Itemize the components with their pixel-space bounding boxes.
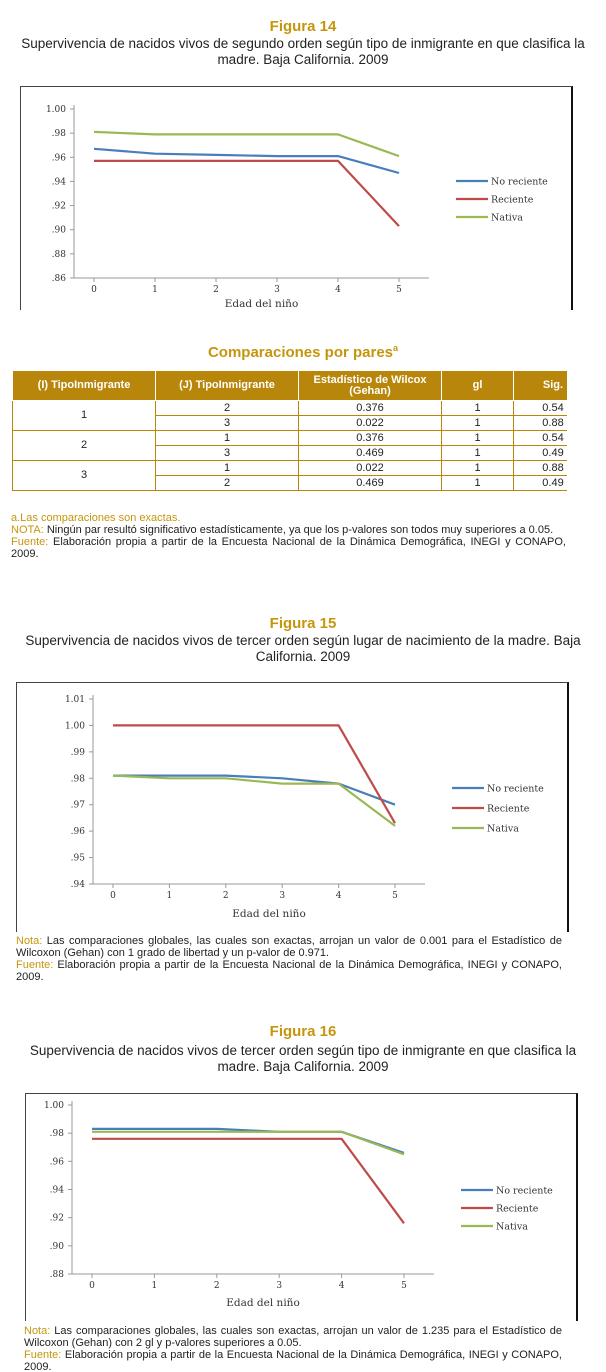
pairs-table xyxy=(12,370,567,491)
pairs-fuente xyxy=(11,536,566,560)
figure-15-chart xyxy=(16,682,569,932)
header-stat-text: Estadístico de Wilcox (Gehan) xyxy=(313,373,427,397)
pairs-nota xyxy=(11,524,566,536)
nota-text: Las comparaciones globales, las cuales son exactas, arrojan un valor de 0.001 para el Estadístico de Wilcoxon (Gehan) con 1 grado de libertad y un p-valor de 0.971. xyxy=(16,935,562,959)
pairs-title xyxy=(0,343,606,361)
pairs-title-text: Comparaciones por pares xyxy=(207,344,394,361)
cell-i: 1 xyxy=(13,401,156,431)
x-tick-label: 2 xyxy=(222,891,229,901)
y-tick-label: .98 xyxy=(70,774,85,785)
y-tick-label: .96 xyxy=(51,153,66,164)
cell-j: 1 xyxy=(156,461,299,476)
fuente-keyword: Fuente: xyxy=(24,1349,62,1361)
cell-stat: 0.022 xyxy=(299,461,442,476)
y-tick-label: .92 xyxy=(49,1213,64,1224)
cell-j: 3 xyxy=(156,446,299,461)
figure-14-svg xyxy=(21,87,574,311)
header-stat xyxy=(299,371,442,401)
cell-j: 3 xyxy=(156,416,299,431)
figure-16-label: Figura 16 xyxy=(269,1023,337,1040)
y-tick-label: .90 xyxy=(49,1241,64,1252)
x-tick-label: 2 xyxy=(213,1281,220,1291)
legend-label: Nativa xyxy=(496,1221,528,1233)
x-tick-label: 3 xyxy=(276,1281,283,1291)
y-tick-label: .97 xyxy=(70,800,85,811)
series-line-nativa xyxy=(113,776,395,826)
cell-gl: 1 xyxy=(442,431,514,446)
x-tick-label: 4 xyxy=(335,285,341,295)
x-tick-label: 2 xyxy=(213,285,219,295)
table-row xyxy=(13,401,568,416)
figure-14-chart xyxy=(20,86,573,310)
figure-16-title: Supervivencia de nacidos vivos de tercer orden según tipo de inmigrante en que clasifica la madre. Baja California. 2009 xyxy=(29,1043,577,1074)
pairs-table-wrap xyxy=(12,370,567,496)
y-tick-label: .96 xyxy=(49,1157,64,1168)
fuente-keyword: Fuente: xyxy=(16,959,54,971)
cell-j: 1 xyxy=(156,431,299,446)
legend-label: Nativa xyxy=(487,823,519,835)
cell-i: 3 xyxy=(13,461,156,491)
cell-gl: 1 xyxy=(442,446,514,461)
pairs-header-row xyxy=(13,371,568,401)
cell-sig: 0.49 xyxy=(514,446,568,461)
x-tick-label: 1 xyxy=(152,285,158,295)
f15-nota xyxy=(16,935,562,959)
cell-stat: 0.469 xyxy=(299,476,442,491)
nota-text: Las comparaciones globales, las cuales son exactas, arrojan un valor de 1.235 para el Estadístico de Wilcoxon (Gehan) con 2 gl y p-valores superiores a 0.05. xyxy=(24,1325,562,1349)
table-row xyxy=(13,431,568,446)
figure-16-notes xyxy=(24,1325,562,1372)
y-tick-label: .96 xyxy=(70,827,85,838)
figure-16-svg xyxy=(26,1094,579,1322)
x-tick-label: 0 xyxy=(91,285,97,295)
figure-15-label: Figura 15 xyxy=(269,615,337,632)
series-line-reciente xyxy=(94,161,399,226)
y-tick-label: .86 xyxy=(51,274,66,284)
x-axis-label: Edad del niño xyxy=(226,1297,300,1309)
cell-stat: 0.022 xyxy=(299,416,442,431)
x-tick-label: 0 xyxy=(89,1281,95,1291)
series-line-reciente xyxy=(113,725,395,823)
cell-gl: 1 xyxy=(442,461,514,476)
figure-14-label: Figura 14 xyxy=(269,18,337,35)
y-tick-label: 1.00 xyxy=(64,721,85,732)
cell-sig: 0.54 xyxy=(514,431,568,446)
y-tick-label: .94 xyxy=(51,177,66,188)
fuente-keyword: Fuente: xyxy=(11,536,49,548)
x-tick-label: 3 xyxy=(279,891,286,901)
legend-label: No reciente xyxy=(491,176,548,188)
cell-sig: 0.88 xyxy=(514,461,568,476)
legend-label: Reciente xyxy=(487,803,530,815)
figure-15-title: Supervivencia de nacidos vivos de tercer orden según lugar de nacimiento de la madre. Baja California. 2009 xyxy=(25,633,581,664)
x-axis-label: Edad del niño xyxy=(224,298,299,310)
cell-gl: 1 xyxy=(442,416,514,431)
series-line-reciente xyxy=(92,1139,404,1224)
cell-stat: 0.376 xyxy=(299,431,442,446)
header-j: (J) TipoInmigrante xyxy=(156,371,299,401)
x-tick-label: 5 xyxy=(401,1281,407,1291)
fuente-text: Elaboración propia a partir de la Encuesta Nacional de la Dinámica Demográfica, INEGI y CONAPO, 2009. xyxy=(11,536,566,560)
x-tick-label: 1 xyxy=(151,1281,158,1291)
x-tick-label: 0 xyxy=(110,891,116,901)
cell-sig: 0.88 xyxy=(514,416,568,431)
y-tick-label: .98 xyxy=(51,129,66,140)
x-tick-label: 4 xyxy=(335,891,342,901)
legend-label: Nativa xyxy=(491,212,523,224)
y-tick-label: .90 xyxy=(51,225,66,236)
y-tick-label: .94 xyxy=(70,880,85,890)
y-tick-label: .92 xyxy=(51,201,66,212)
figure-15-notes xyxy=(16,935,562,983)
y-tick-label: .94 xyxy=(49,1185,64,1196)
pairs-title-sup: a xyxy=(393,343,399,353)
y-tick-label: .88 xyxy=(51,249,66,260)
figure-14-title: Supervivencia de nacidos vivos de segundo orden según tipo de inmigrante en que clasifica la madre. Baja California. 2009 xyxy=(21,36,585,67)
nota-keyword: NOTA: xyxy=(11,524,44,536)
cell-stat: 0.376 xyxy=(299,401,442,416)
y-tick-label: 1.01 xyxy=(64,695,85,705)
f16-fuente xyxy=(24,1349,562,1372)
header-sig: Sig. xyxy=(514,371,568,401)
nota-text: Ningún par resultó significativo estadísticamente, ya que los p-valores son todos muy superiores a 0.05. xyxy=(43,524,554,536)
y-tick-label: .99 xyxy=(70,747,85,758)
y-tick-label: .98 xyxy=(49,1129,64,1140)
x-tick-label: 1 xyxy=(166,891,173,901)
fuente-text: Elaboración propia a partir de la Encuesta Nacional de la Dinámica Demográfica, INEGI y CONAPO, 2009. xyxy=(24,1349,562,1372)
x-tick-label: 3 xyxy=(274,285,280,295)
figure-16-chart xyxy=(25,1093,578,1321)
fuente-text: Elaboración propia a partir de la Encuesta Nacional de la Dinámica Demográfica, INEGI y CONAPO, 2009. xyxy=(16,959,562,983)
cell-j: 2 xyxy=(156,401,299,416)
legend-label: No reciente xyxy=(487,783,544,795)
f15-fuente xyxy=(16,959,562,983)
nota-keyword: Nota: xyxy=(16,935,43,947)
cell-stat: 0.469 xyxy=(299,446,442,461)
legend-label: Reciente xyxy=(491,194,534,206)
cell-sig: 0.49 xyxy=(514,476,568,491)
table-row xyxy=(13,461,568,476)
legend-label: No reciente xyxy=(496,1185,553,1197)
cell-gl: 1 xyxy=(442,476,514,491)
x-tick-label: 5 xyxy=(392,891,398,901)
x-tick-label: 4 xyxy=(338,1281,345,1291)
legend-label: Reciente xyxy=(496,1203,539,1215)
footnote-a: a.Las comparaciones son exactas. xyxy=(11,512,181,524)
series-line-nativa xyxy=(92,1132,404,1155)
cell-sig: 0.54 xyxy=(514,401,568,416)
x-tick-label: 5 xyxy=(396,285,402,295)
figure-15-svg xyxy=(17,683,570,933)
y-tick-label: 1.00 xyxy=(43,1101,64,1111)
x-axis-label: Edad del niño xyxy=(232,908,306,920)
header-gl: gl xyxy=(442,371,514,401)
cell-gl: 1 xyxy=(442,401,514,416)
nota-keyword: Nota: xyxy=(24,1325,51,1337)
header-i: (I) TipoInmigrante xyxy=(13,371,156,401)
cell-j: 2 xyxy=(156,476,299,491)
y-tick-label: .88 xyxy=(49,1270,64,1280)
y-tick-label: .95 xyxy=(70,853,85,864)
pairs-notes xyxy=(11,512,566,560)
cell-i: 2 xyxy=(13,431,156,461)
y-tick-label: 1.00 xyxy=(45,105,66,115)
f16-nota xyxy=(24,1325,562,1349)
